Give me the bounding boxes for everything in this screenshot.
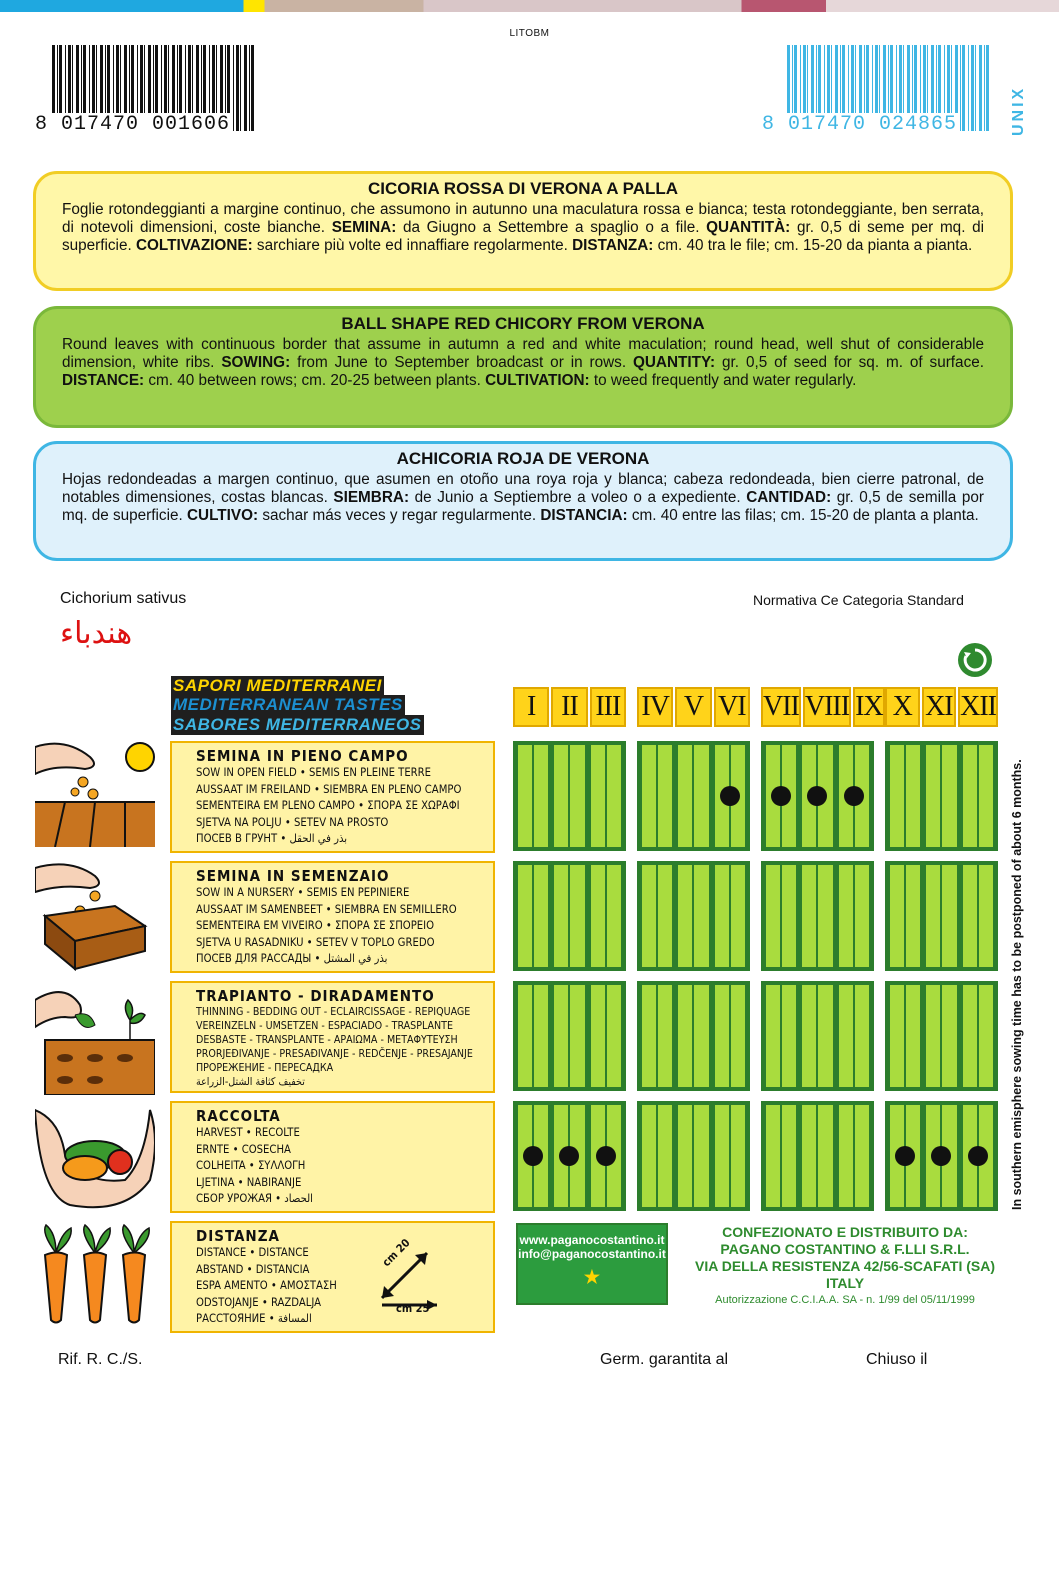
- cell-line: [940, 865, 942, 967]
- cell-line: [568, 745, 570, 847]
- row-line: HARVEST • RECOLTE: [196, 1126, 300, 1139]
- cell-line: [729, 1105, 731, 1207]
- printer-mark: LITOBM: [509, 28, 550, 39]
- cell-line: [780, 1105, 782, 1207]
- sapori-title-it: SAPORI MEDITERRANEI: [173, 676, 382, 695]
- calendar-cell: [713, 983, 747, 1089]
- month-label: XI: [922, 687, 957, 727]
- title-spanish: ACHICORIA ROJA DE VERONA: [396, 449, 650, 468]
- top-color-strip: [0, 0, 1059, 12]
- cell-line: [780, 865, 782, 967]
- cell-line: [780, 985, 782, 1087]
- calendar-cell: [640, 743, 674, 849]
- month-label: V: [675, 687, 711, 727]
- calendar-cell: [516, 1103, 550, 1209]
- row-label-sowing-field: [170, 741, 495, 853]
- distance-b: cm 25: [396, 1302, 430, 1315]
- barcode-bar: [968, 45, 969, 131]
- row-line: РАССТОЯНИЕ • المسافة: [196, 1312, 312, 1325]
- row-line: SJETVA U RASADNIKU • SETEV V TOPLO GREDO: [196, 935, 435, 949]
- month-label: III: [590, 687, 626, 727]
- row-line: СБОР УРОЖАЯ • الحصاد: [196, 1192, 313, 1205]
- row-label-sowing-nursery: [170, 861, 495, 973]
- barcode-bar: [962, 45, 965, 131]
- cell-line: [605, 745, 607, 847]
- website-badge: [516, 1223, 668, 1305]
- row-line: ABSTAND • DISTANCIA: [196, 1262, 310, 1276]
- cell-line: [904, 985, 906, 1087]
- row-label-harvest: [170, 1101, 495, 1213]
- calendar-cell: [800, 743, 834, 849]
- calendar-quarter: [885, 741, 998, 851]
- title-italian: CICORIA ROSSA DI VERONA A PALLA: [367, 179, 679, 198]
- normativa-label: Normativa Ce Categoria Standard: [753, 592, 964, 608]
- calendar-dot: [771, 786, 791, 806]
- calendar-dot: [559, 1146, 579, 1166]
- month-group-3: [761, 687, 883, 727]
- text-english: Round leaves with continuous border that assume in autumn a red and white maculation; round head, well shut of considerable dimension, white ribs. SOWING: from June to September broadcast or in rows. QUANTITY: gr. 0,5 of seed for sq. m. of surface. DISTANCE: cm. 40 between rows; cm. 20-25 between plants. CULTIVATION: to weed frequently and water regularly.: [62, 336, 984, 389]
- row-line: VEREINZELN - UMSETZEN - ESPACIADO - TRASPLANTE: [196, 1020, 454, 1032]
- barcode-bar: [233, 45, 234, 131]
- calendar-cell: [676, 743, 710, 849]
- calendar-cell: [640, 1103, 674, 1209]
- calendar-cell: [552, 1103, 586, 1209]
- calendar-cell: [837, 983, 871, 1089]
- calendar-cell: [589, 743, 623, 849]
- month-label: X: [885, 687, 920, 727]
- calendar-cell: [961, 1103, 995, 1209]
- row-line: AUSSAAT IM FREILAND • SIEMBRA EN PLENO CAMPO: [196, 782, 462, 796]
- barcode-bar: [960, 45, 961, 131]
- company-info: [680, 1224, 1010, 1309]
- calendar-cell: [924, 743, 958, 849]
- month-group-2: [637, 687, 750, 727]
- cell-line: [853, 865, 855, 967]
- sapori-title-es: SABORES MEDITERRANEOS: [173, 715, 422, 734]
- calendar-cell: [924, 863, 958, 969]
- row-line: SJETVA NA POLJU • SETEV NA PROSTO: [196, 815, 389, 829]
- sowing-field-icon: [35, 732, 155, 842]
- calendar-dot: [720, 786, 740, 806]
- barcode-bar: [986, 45, 989, 131]
- email-link[interactable]: info@paganocostantino.it: [518, 1247, 666, 1261]
- calendar-dot: [844, 786, 864, 806]
- row-line: ПОСЕВ В ГРУНТ • بذر في الحقل: [196, 832, 348, 845]
- calendar-dot: [931, 1146, 951, 1166]
- cell-line: [532, 745, 534, 847]
- star-icon: ★: [583, 1267, 601, 1287]
- calendar-quarter: [761, 1101, 874, 1211]
- calendar-quarter: [885, 1101, 998, 1211]
- calendar-cell: [552, 983, 586, 1089]
- sowing-nursery-icon: [35, 856, 155, 966]
- calendar-cell: [640, 863, 674, 969]
- calendar-cell: [676, 863, 710, 969]
- row-line: SOW IN A NURSERY • SEMIS EN PEPINIERE: [196, 886, 410, 899]
- calendar-cell: [837, 743, 871, 849]
- cell-line: [853, 1105, 855, 1207]
- cell-line: [692, 865, 694, 967]
- company-authorization: Autorizzazione C.C.I.A.A. SA - n. 1/99 del 05/11/1999: [715, 1294, 975, 1306]
- row-line: SEMENTEIRA EM VIVEIRO • ΣΠΟΡΑ ΣΕ ΣΠΟΡΕΙΟ: [196, 919, 435, 932]
- calendar-cell: [800, 983, 834, 1089]
- cell-line: [656, 745, 658, 847]
- cell-line: [568, 985, 570, 1087]
- row-line: ПРОРЕЖЕНИЕ - ПЕРЕСАДКА: [196, 1062, 334, 1074]
- row-line: ODSTOJANJE • RAZDALJA: [196, 1295, 321, 1309]
- calendar-quarter: [761, 981, 874, 1091]
- calendar-quarter: [513, 981, 626, 1091]
- calendar-cell: [640, 983, 674, 1089]
- cell-line: [816, 1105, 818, 1207]
- title-english: BALL SHAPE RED CHICORY FROM VERONA: [341, 314, 705, 333]
- closed-label: Chiuso il: [866, 1351, 928, 1368]
- calendar-dot: [523, 1146, 543, 1166]
- barcode-right-digits: 8 017470 024865: [762, 113, 958, 136]
- distance-a: cm 20: [379, 1236, 413, 1270]
- arabic-name: هندباء: [60, 616, 133, 651]
- cell-line: [656, 1105, 658, 1207]
- calendar-cell: [961, 983, 995, 1089]
- calendar-quarter: [513, 741, 626, 851]
- calendar-cell: [764, 743, 798, 849]
- row-line: PRORJEĐIVANJE - PRESAĐIVANJE - REDČENJE - PRESAJANJE: [196, 1048, 473, 1060]
- calendar-cell: [516, 983, 550, 1089]
- cell-line: [729, 865, 731, 967]
- species-name: Cichorium sativus: [60, 590, 187, 607]
- row-title: SEMINA IN SEMENZAIO: [196, 867, 390, 885]
- calendar-cell: [713, 1103, 747, 1209]
- southern-hemisphere-note: In southern emisphere sowing time has to be postponed of about 6 months.: [1010, 759, 1024, 1210]
- calendar-quarter: [637, 741, 750, 851]
- row-line: SOW IN OPEN FIELD • SEMIS EN PLEINE TERRE: [196, 766, 432, 779]
- calendar-cell: [800, 863, 834, 969]
- row-line: SEMENTEIRA EM PLENO CAMPO • ΣΠΟΡΑ ΣΕ ΧΩΡΑΦΙ: [196, 799, 460, 812]
- calendar-cell: [764, 1103, 798, 1209]
- row-line: COLHEITA • ΣΥΛΛΟΓΗ: [196, 1159, 306, 1172]
- cell-line: [532, 985, 534, 1087]
- cell-line: [853, 985, 855, 1087]
- description-english: [33, 306, 1013, 428]
- company-name: PAGANO COSTANTINO & F.LLI S.R.L.: [720, 1241, 970, 1257]
- barcode-bar: [979, 45, 982, 131]
- calendar-cell: [764, 983, 798, 1089]
- calendar-cell: [888, 983, 922, 1089]
- month-label: VI: [714, 687, 750, 727]
- row-line: DESBASTE - TRANSPLANTE - ΑΡΑΙΩΜΑ - ΜΕΤΑΦΥΤΕΥΣΗ: [196, 1034, 458, 1046]
- row-label-distance: [170, 1221, 495, 1333]
- website-link[interactable]: www.paganocostantino.it: [519, 1233, 665, 1247]
- harvest-icon: [35, 1100, 155, 1210]
- calendar-dot: [596, 1146, 616, 1166]
- calendar-cell: [713, 743, 747, 849]
- calendar-dot: [895, 1146, 915, 1166]
- rif-label: Rif. R. C./S.: [58, 1351, 143, 1368]
- calendar-cell: [888, 863, 922, 969]
- calendar-quarter: [513, 861, 626, 971]
- month-label: VII: [761, 687, 801, 727]
- company-address: VIA DELLA RESISTENZA 42/56-SCAFATI (SA): [695, 1258, 995, 1274]
- calendar-cell: [764, 863, 798, 969]
- calendar-cell: [589, 1103, 623, 1209]
- calendar-cell: [552, 743, 586, 849]
- calendar-quarter: [637, 1101, 750, 1211]
- row-line: THINNING - BEDDING OUT - ECLAIRCISSAGE - REPIQUAGE: [196, 1006, 471, 1018]
- unix-brand: UNIX: [1010, 85, 1027, 136]
- barcode-bar: [251, 45, 254, 131]
- calendar-cell: [837, 863, 871, 969]
- cell-line: [692, 1105, 694, 1207]
- calendar-quarter: [885, 861, 998, 971]
- row-title: RACCOLTA: [196, 1107, 281, 1125]
- calendar-cell: [961, 863, 995, 969]
- barcode-bar: [244, 45, 247, 131]
- row-line: ERNTE • COSECHA: [196, 1142, 291, 1156]
- calendar-cell: [589, 863, 623, 969]
- month-label: VIII: [803, 687, 851, 727]
- company-country: ITALY: [825, 1275, 865, 1291]
- cell-line: [977, 745, 979, 847]
- cell-line: [816, 865, 818, 967]
- barcode-bar: [249, 45, 250, 131]
- description-spanish: [33, 441, 1013, 561]
- calendar-quarter: [761, 741, 874, 851]
- barcode-bar: [984, 45, 985, 131]
- row-title: SEMINA IN PIENO CAMPO: [196, 747, 409, 765]
- cell-line: [692, 745, 694, 847]
- transplant-icon: [35, 980, 155, 1090]
- cell-line: [729, 985, 731, 1087]
- month-label: IV: [637, 687, 673, 727]
- cell-line: [605, 865, 607, 967]
- calendar-cell: [961, 743, 995, 849]
- distance-icon: [35, 1220, 155, 1330]
- calendar-cell: [837, 1103, 871, 1209]
- cell-line: [656, 985, 658, 1087]
- germination-label: Germ. garantita al: [600, 1351, 729, 1368]
- cell-line: [568, 865, 570, 967]
- month-group-4: [885, 687, 998, 727]
- row-line: AUSSAAT IM SAMENBEET • SIEMBRA EN SEMILLERO: [196, 902, 457, 916]
- row-title: TRAPIANTO - DIRADAMENTO: [196, 987, 435, 1005]
- cell-line: [977, 985, 979, 1087]
- cell-line: [656, 865, 658, 967]
- cell-line: [692, 985, 694, 1087]
- row-line: DISTANCE • DISTANCE: [196, 1246, 309, 1259]
- calendar-quarter: [637, 981, 750, 1091]
- description-italian: [33, 171, 1013, 291]
- calendar-cell: [888, 1103, 922, 1209]
- text-italian: Foglie rotondeggianti a margine continuo, che assumono in autunno una maculatura rossa e bianca; testa rotondeggiante, ben serrata, di notevoli dimensioni, coste bianche. SEMINA: da Giugno a Settembre a spaglio o a file. QUANTITÀ: gr. 0,5 di seme per mq. di superficie. COLTIVAZIONE: sarchiare più volte ed innaffiare regolarmente. DISTANZA: cm. 40 tra le file; cm. 15-20 da pianta a pianta.: [62, 201, 985, 254]
- barcode-bar: [971, 45, 974, 131]
- calendar-quarter: [761, 861, 874, 971]
- calendar-cell: [676, 1103, 710, 1209]
- month-label: II: [551, 687, 587, 727]
- month-label: I: [513, 687, 549, 727]
- calendar-dot: [807, 786, 827, 806]
- calendar-dot: [968, 1146, 988, 1166]
- calendar-cell: [516, 863, 550, 969]
- calendar-cell: [800, 1103, 834, 1209]
- barcode-bar: [236, 45, 239, 131]
- barcode-bar: [975, 45, 976, 131]
- calendar-quarter: [885, 981, 998, 1091]
- barcode-left-digits: 8 017470 001606: [35, 113, 231, 136]
- calendar-cell: [924, 983, 958, 1089]
- month-label: XII: [958, 687, 998, 727]
- cell-line: [532, 865, 534, 967]
- cell-line: [940, 985, 942, 1087]
- calendar-cell: [713, 863, 747, 969]
- row-line: تخفيف كثافة الشتل-الزراعة: [196, 1076, 305, 1088]
- row-label-transplant: [170, 981, 495, 1093]
- calendar-quarter: [513, 1101, 626, 1211]
- calendar-cell: [888, 743, 922, 849]
- sapori-title-en: MEDITERRANEAN TASTES: [173, 695, 403, 714]
- cell-line: [904, 865, 906, 967]
- cell-line: [904, 745, 906, 847]
- text-spanish: Hojas redondeadas a margen continuo, que asumen en otoño una roya roja y blanca; cabeza redondeada, bien cierre patronal, de notables dimensiones, costas blancas. SIEMBRA: de Junio a Septiembre a voleo o a expediente. CANTIDAD: gr. 0,5 de semilla por mq. de superficie. CULTIVO: sachar más veces y regar regularmente. DISTANCIA: cm. 40 entre las filas; cm. 15-20 de planta a planta.: [62, 471, 984, 524]
- calendar-cell: [516, 743, 550, 849]
- calendar-cell: [676, 983, 710, 1089]
- calendar-quarter: [637, 861, 750, 971]
- cell-line: [977, 865, 979, 967]
- barcode-bar: [240, 45, 241, 131]
- row-line: ESPA AMENTO • ΑΜΟΣΤΑΣΗ: [196, 1279, 337, 1292]
- month-group-1: [513, 687, 626, 727]
- calendar-cell: [589, 983, 623, 1089]
- row-title: DISTANZA: [196, 1227, 280, 1245]
- company-line: CONFEZIONATO E DISTRIBUITO DA:: [722, 1224, 968, 1240]
- cell-line: [940, 745, 942, 847]
- calendar-cell: [552, 863, 586, 969]
- row-line: ПОСЕВ ДЛЯ РАССАДЫ • بذر في المشتل: [196, 952, 388, 965]
- month-label: IX: [853, 687, 885, 727]
- recycle-icon: [958, 643, 992, 677]
- calendar-cell: [924, 1103, 958, 1209]
- cell-line: [605, 985, 607, 1087]
- cell-line: [816, 985, 818, 1087]
- row-line: LJETINA • NABIRANJE: [196, 1175, 302, 1189]
